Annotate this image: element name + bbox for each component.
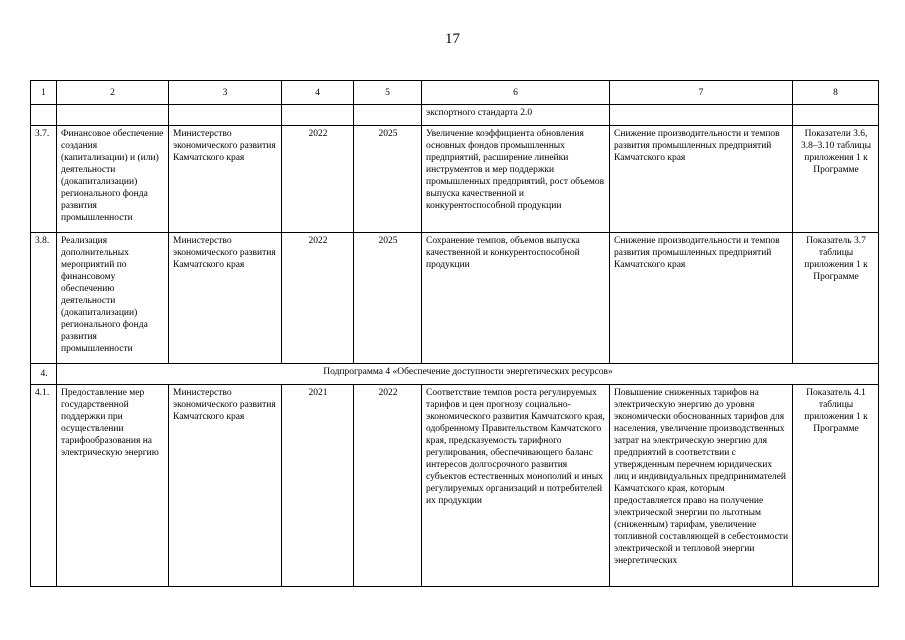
end-year: 2025 — [354, 233, 422, 364]
activity-name: Предоставление мер государственной поддержки при осуществлении тарифообразования на электрическую энергию — [57, 385, 169, 587]
row-number: 4. — [31, 364, 57, 385]
subprogram-title: Подпрограмма 4 «Обеспечение доступности энергетических ресурсов» — [57, 364, 879, 385]
indicator-link: Показатель 3.7 таблицы приложения 1 к Программе — [793, 233, 879, 364]
activity-name: Финансовое обеспечение создания (капитализации) и (или) деятельности (докапитализации) регионального фонда развития промышленности — [57, 126, 169, 233]
activity-name: Реализация дополнительных мероприятий по финансовому обеспечению деятельности (докапитализации) регионального фонда развития промышленности — [57, 233, 169, 364]
executor: Министерство экономического развития Камчатского края — [169, 126, 282, 233]
empty-cell — [354, 105, 422, 126]
header-cell: 5 — [354, 81, 422, 105]
table-row — [31, 385, 879, 587]
empty-cell — [793, 105, 879, 126]
start-year: 2022 — [282, 233, 354, 364]
expected-result: Соответствие темпов роста регулируемых тарифов и цен прогнозу социально-экономического развития Камчатского края, одобренному Правительством Камчатского края, предсказуемость тарифного регулирования, обеспечивающего баланс интересов долгосрочного развития субъектов естественных монополий и иных регулируемых организаций и потребителей их продукции — [422, 385, 610, 587]
header-row — [31, 81, 879, 105]
header-cell: 7 — [610, 81, 793, 105]
consequence: Снижение производительности и темпов развития промышленных предприятий Камчатского края — [610, 233, 793, 364]
program-table — [30, 80, 879, 587]
header-cell: 4 — [282, 81, 354, 105]
expected-result: Сохранение темпов, объемов выпуска качественной и конкурентоспособной продукции — [422, 233, 610, 364]
start-year: 2021 — [282, 385, 354, 587]
executor: Министерство экономического развития Камчатского края — [169, 233, 282, 364]
table-row — [31, 126, 879, 233]
end-year: 2025 — [354, 126, 422, 233]
indicator-link: Показатель 4.1 таблицы приложения 1 к Программе — [793, 385, 879, 587]
consequence: Повышение сниженных тарифов на электрическую энергию до уровня экономически обоснованных тарифов для населения, увеличение производственных затрат на электрическую энергию для предприятий в соответствии с утвержденным перечнем юридических лиц и индивидуальных предпринимателей Камчатского края, которым предоставляется право на получение электрической энергии по льготным (сниженным) тарифам, увеличение топливной составляющей в себестоимости электрической и тепловой энергии энергетических — [610, 385, 793, 587]
indicator-link: Показатели 3.6, 3.8–3.10 таблицы приложения 1 к Программе — [793, 126, 879, 233]
row-number: 4.1. — [31, 385, 57, 587]
header-cell: 6 — [422, 81, 610, 105]
table-row — [31, 105, 879, 126]
header-cell: 8 — [793, 81, 879, 105]
header-cell: 2 — [57, 81, 169, 105]
header-cell: 3 — [169, 81, 282, 105]
row-number: 3.7. — [31, 126, 57, 233]
table-row — [31, 233, 879, 364]
empty-cell — [169, 105, 282, 126]
empty-cell — [610, 105, 793, 126]
subprogram-row — [31, 364, 879, 385]
empty-cell — [57, 105, 169, 126]
row-number: 3.8. — [31, 233, 57, 364]
executor: Министерство экономического развития Камчатского края — [169, 385, 282, 587]
empty-cell — [31, 105, 57, 126]
empty-cell — [282, 105, 354, 126]
start-year: 2022 — [282, 126, 354, 233]
consequence: Снижение производительности и темпов развития промышленных предприятий Камчатского края — [610, 126, 793, 233]
result-cell: экспортного стандарта 2.0 — [422, 105, 610, 126]
end-year: 2022 — [354, 385, 422, 587]
expected-result: Увеличение коэффициента обновления основных фондов промышленных предприятий, расширение линейки инструментов и мер поддержки промышленных предприятий, рост объемов выпуска качественной и конкурентоспособной продукции — [422, 126, 610, 233]
header-cell: 1 — [31, 81, 57, 105]
page-number: 17 — [445, 31, 460, 47]
